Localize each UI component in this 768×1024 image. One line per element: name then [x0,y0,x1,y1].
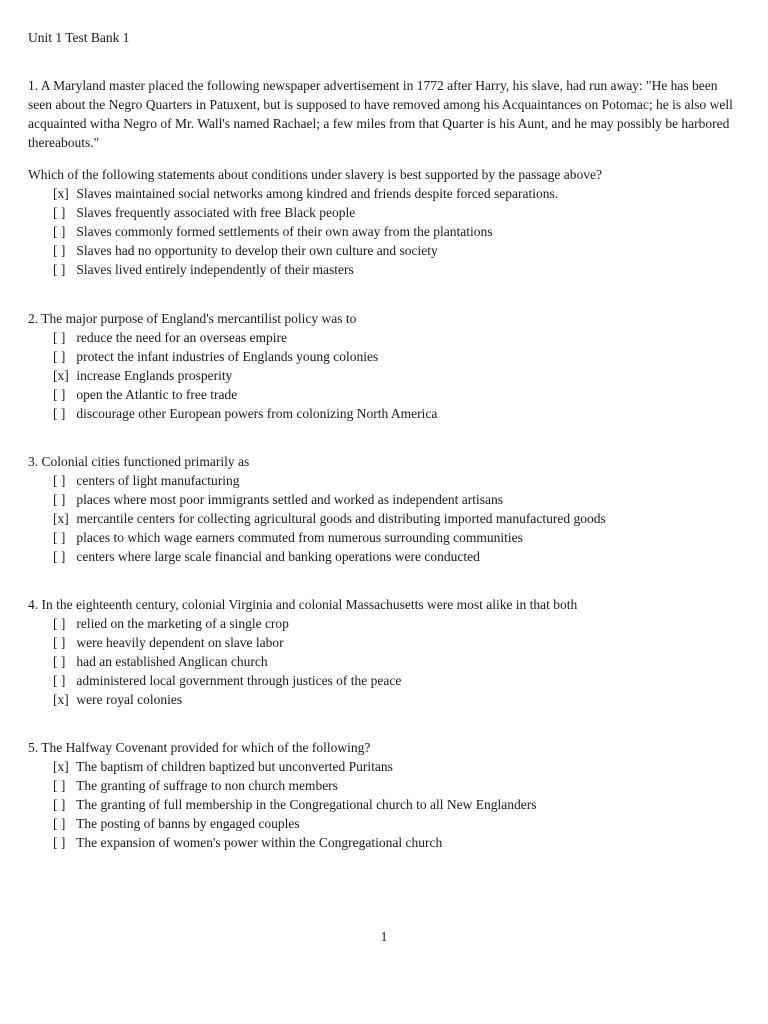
answer-text: Slaves frequently associated with free Black people [76,205,356,220]
answer-text: protect the infant industries of Englands young colonies [76,349,379,364]
answer-mark: [ ] [53,797,66,812]
question-text: 2. The major purpose of England's mercantilist policy was to [28,311,357,326]
answer-option [28,776,744,795]
answer-option [28,614,744,633]
answer-mark: [x] [53,368,69,383]
answer-option [28,509,744,528]
answer-text: Slaves commonly formed settlements of their own away from the plantations [76,224,493,239]
answer-text: Slaves lived entirely independently of their masters [76,262,354,277]
question-text: 1. A Maryland master placed the following newspaper advertisement in 1772 after Harry, his slave, had run away: "He has been seen about the Negro Quarters in Patuxent, but is supposed to have removed among his Acquaintances on Potomac; he is also well acquainted witha Negro of Mr. Wall's named Rachael; a few miles from that Quarter is his Aunt, and he may possibly be harbored thereabouts." [28,78,733,150]
answer-mark: [ ] [53,635,66,650]
answer-mark: [ ] [53,835,66,850]
answer-options [28,328,744,423]
answer-mark: [ ] [53,262,66,277]
question-text: 3. Colonial cities functioned primarily as [28,454,250,469]
answer-mark: [x] [53,692,69,707]
answer-option [28,528,744,547]
answer-option [28,404,744,423]
answer-options [28,757,744,852]
answer-options [28,614,744,709]
answer-mark: [ ] [53,330,66,345]
answer-option [28,547,744,566]
answer-option [28,471,744,490]
answer-text: The granting of suffrage to non church members [76,778,338,793]
answer-text: Slaves maintained social networks among kindred and friends despite forced separations. [76,186,559,201]
question-1 [28,76,744,279]
answer-mark: [ ] [53,205,66,220]
answer-mark: [ ] [53,816,66,831]
answer-text: The baptism of children baptized but unconverted Puritans [76,759,393,774]
answer-options [28,184,744,279]
answer-mark: [x] [53,511,69,526]
document-title: Unit 1 Test Bank 1 [28,30,130,45]
answer-text: mercantile centers for collecting agricultural goods and distributing imported manufactured goods [76,511,606,526]
answer-option [28,833,744,852]
answer-text: centers of light manufacturing [76,473,240,488]
answer-option [28,795,744,814]
answer-option [28,757,744,776]
answer-mark: [ ] [53,778,66,793]
answer-mark: [ ] [53,387,66,402]
answer-text: relied on the marketing of a single crop [76,616,289,631]
question-4 [28,595,744,709]
answer-text: Slaves had no opportunity to develop their own culture and society [76,243,438,258]
answer-text: The expansion of women's power within the Congregational church [76,835,443,850]
answer-mark: [ ] [53,224,66,239]
answer-mark: [ ] [53,549,66,564]
question-text: 4. In the eighteenth century, colonial Virginia and colonial Massachusetts were most alike in that both [28,597,578,612]
question-prompt: Which of the following statements about conditions under slavery is best supported by the passage above? [28,167,602,182]
answer-option [28,203,744,222]
answer-option [28,385,744,404]
answer-text: open the Atlantic to free trade [76,387,238,402]
answer-text: reduce the need for an overseas empire [76,330,288,345]
answer-text: discourage other European powers from colonizing North America [76,406,438,421]
answer-option [28,184,744,203]
answer-mark: [ ] [53,654,66,669]
answer-text: places to which wage earners commuted from numerous surrounding communities [76,530,523,545]
answer-option [28,328,744,347]
question-5 [28,738,744,852]
answer-option [28,490,744,509]
answer-text: increase Englands prosperity [76,368,233,383]
answer-option [28,347,744,366]
answer-option [28,260,744,279]
answer-text: administered local government through justices of the peace [76,673,402,688]
answer-mark: [ ] [53,243,66,258]
answer-option [28,222,744,241]
answer-mark: [ ] [53,473,66,488]
question-text: 5. The Halfway Covenant provided for which of the following? [28,740,371,755]
answer-mark: [ ] [53,673,66,688]
answer-text: The granting of full membership in the Congregational church to all New Englanders [76,797,537,812]
answer-option [28,652,744,671]
answer-option [28,690,744,709]
answer-option [28,366,744,385]
answer-mark: [ ] [53,406,66,421]
answer-text: had an established Anglican church [76,654,268,669]
question-2 [28,309,744,423]
answer-option [28,671,744,690]
answer-text: were royal colonies [76,692,183,707]
answer-mark: [x] [53,186,69,201]
answer-text: places where most poor immigrants settled and worked as independent artisans [76,492,504,507]
answer-text: were heavily dependent on slave labor [76,635,284,650]
answer-mark: [x] [53,759,69,774]
answer-text: The posting of banns by engaged couples [76,816,300,831]
answer-mark: [ ] [53,530,66,545]
answer-text: centers where large scale financial and banking operations were conducted [76,549,480,564]
answer-option [28,633,744,652]
answer-option [28,814,744,833]
answer-mark: [ ] [53,349,66,364]
answer-mark: [ ] [53,492,66,507]
answer-option [28,241,744,260]
answer-options [28,471,744,566]
page-number: 1 [380,929,388,944]
question-3 [28,452,744,566]
answer-mark: [ ] [53,616,66,631]
